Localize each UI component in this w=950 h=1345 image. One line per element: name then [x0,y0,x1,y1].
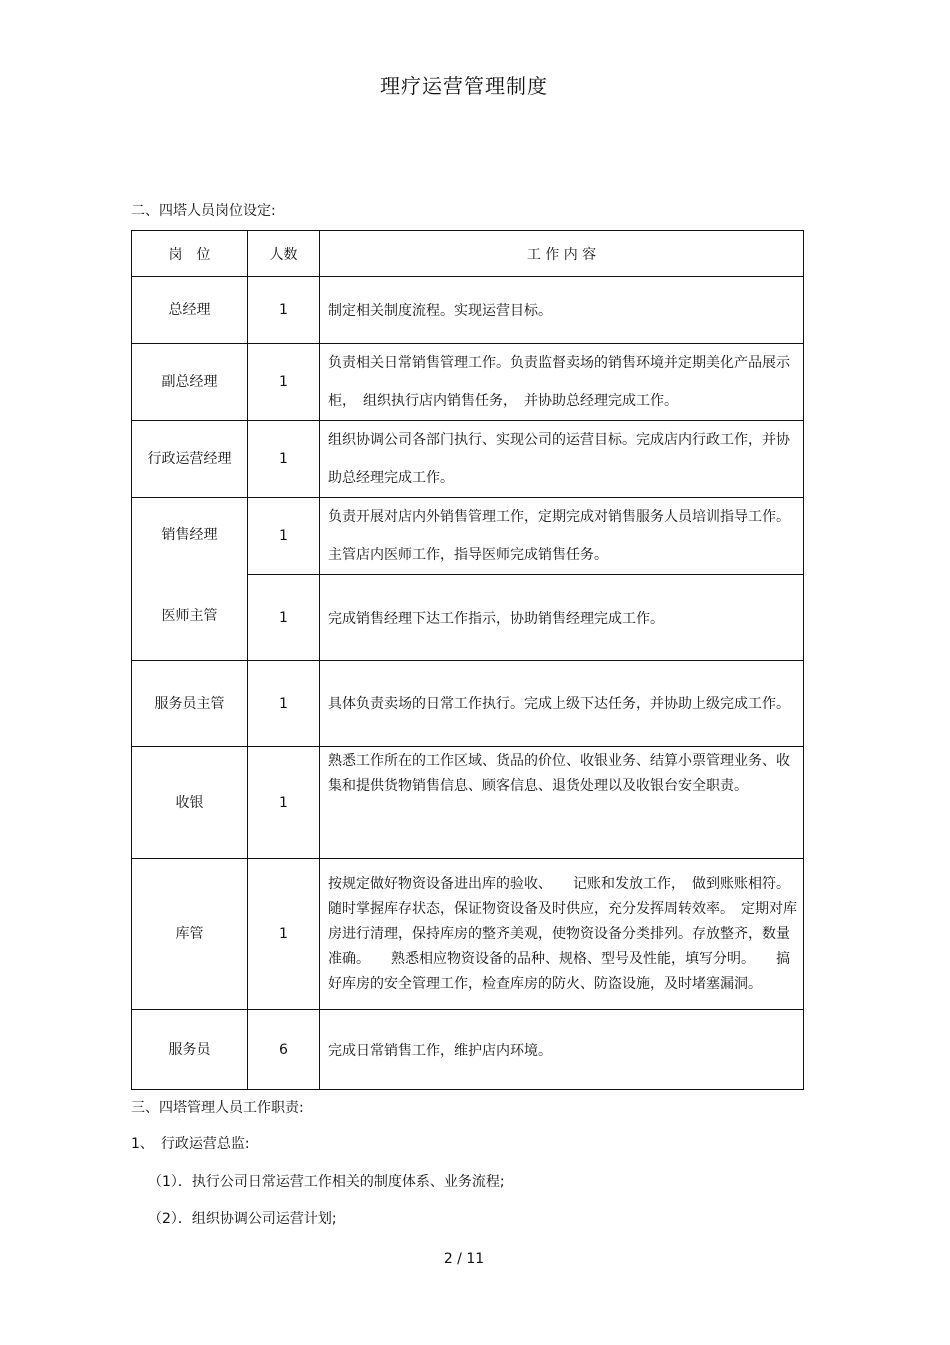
row-duty: 完成销售经理下达工作指示，协助销售经理完成工作。 [320,575,804,661]
row-position: 库管 [132,859,248,1010]
row-count: 1 [248,575,320,661]
table-row [132,859,804,1010]
row-position [132,498,248,661]
row-count: 1 [248,421,320,498]
table-row [132,661,804,747]
item-1-heading: 1、 行政运营总监: [131,1136,250,1152]
table-row [132,498,804,575]
page-indicator: 2 / 11 [443,1251,485,1267]
row-duty: 负责开展对店内外销售管理工作，定期完成对销售服务人员培训指导工作。主管店内医师工作，指导医师完成销售任务。 [320,498,804,575]
row-duty: 制定相关制度流程。实现运营目标。 [320,277,804,344]
header-count: 人数 [248,231,320,277]
document-title: 理疗运营管理制度 [380,74,548,98]
row-count: 1 [248,747,320,859]
row-duty: 组织协调公司各部门执行、实现公司的运营目标。完成店内行政工作，并协助总经理完成工作。 [320,421,804,498]
row-position: 副总经理 [132,344,248,421]
row-position: 服务员主管 [132,661,248,747]
row-count: 1 [248,661,320,747]
table-row [132,421,804,498]
row-duty: 完成日常销售工作，维护店内环境。 [320,1010,804,1090]
section-2-heading: 二、四塔人员岗位设定: [131,203,276,219]
table-row [132,344,804,421]
table-row [132,1010,804,1090]
row-position: 服务员 [132,1010,248,1090]
item-1-sub-2: （2）．组织协调公司运营计划; [148,1211,337,1227]
row-duty: 熟悉工作所在的工作区域、货品的价位、收银业务、结算小票管理业务、收集和提供货物销售信息、顾客信息、退货处理以及收银台安全职责。 [320,747,804,859]
row-position: 收银 [132,747,248,859]
section-3-heading: 三、四塔管理人员工作职责: [131,1100,304,1116]
row-position: 行政运营经理 [132,421,248,498]
header-position: 岗 位 [132,231,248,277]
header-duty: 工 作 内 容 [320,231,804,277]
row-count: 1 [248,277,320,344]
role-table [131,230,804,1090]
table-header-row [132,231,804,277]
table-row [132,747,804,859]
row-duty: 具体负责卖场的日常工作执行。完成上级下达任务，并协助上级完成工作。 [320,661,804,747]
row-count: 1 [248,859,320,1010]
row-duty: 按规定做好物资设备进出库的验收、 记账和发放工作， 做到账账相符。 随时掌握库存状态，保证物资设备及时供应，充分发挥周转效率。 定期对库房进行清理，保持库房的整齐美观，使物资设备分类排列。存放整齐，数量准确。 熟悉相应物资设备的品种、规格、型号及性能，填写分明。 搞好库房的安全管理工作，检查库房的防火、防盗设施，及时堵塞漏洞。 [320,859,804,1010]
row-count: 1 [248,498,320,575]
position-label-sales: 销售经理 [161,527,218,543]
item-1-sub-1: （1）．执行公司日常运营工作相关的制度体系、业务流程; [148,1174,505,1190]
row-position: 总经理 [132,277,248,344]
row-count: 6 [248,1010,320,1090]
row-count: 1 [248,344,320,421]
table-row [132,277,804,344]
row-duty: 负责相关日常销售管理工作。负责监督卖场的销售环境并定期美化产品展示柜， 组织执行店内销售任务， 并协助总经理完成工作。 [320,344,804,421]
position-label-physician: 医师主管 [161,608,218,624]
